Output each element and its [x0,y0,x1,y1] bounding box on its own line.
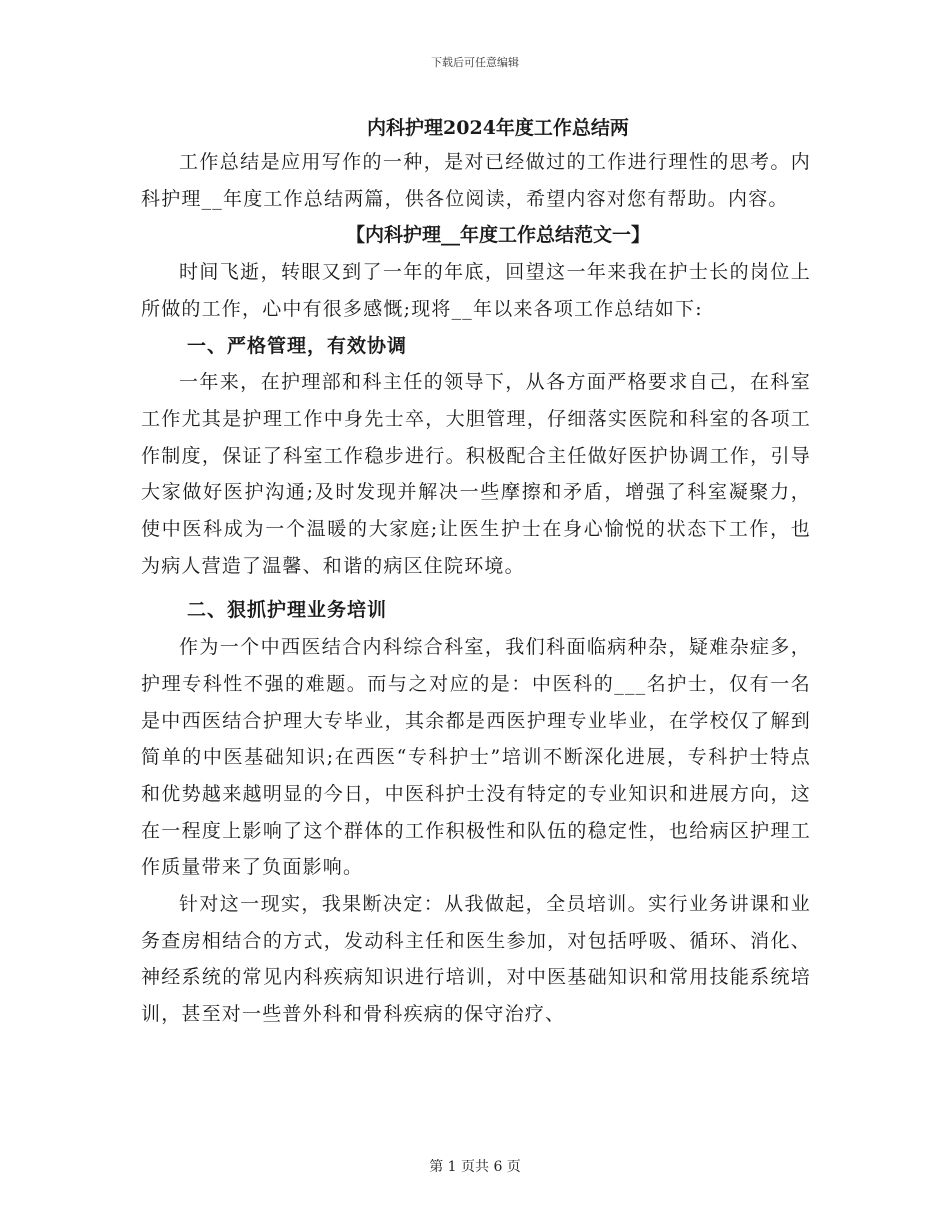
document-body [141,112,811,1033]
document-title: 内科护理2024年度工作总结两 [367,117,629,139]
intro-paragraph: 工作总结是应用写作的一种，是对已经做过的工作进行理性的思考。内科护理__年度工作总结两篇，供各位阅读，希望内容对您有帮助。内容。 [141,151,811,210]
section-heading-2: 二、狠抓护理业务培训 [187,599,388,622]
section2-paragraph-1: 作为一个中西医结合内科综合科室，我们科面临病种杂，疑难杂症多，护理专科性不强的难题。而与之对应的是：中医科的___名护士，仅有一名是中西医结合护理大专毕业，其余都是西医护理专业毕业，在学校仅了解到简单的中医基础知识;在西医“专科护士”培训不断深化进展，专科护士特点和优势越来越明显的今日，中医科护士没有特定的专业知识和进展方向，这在一程度上影响了这个群体的工作积极性和队伍的稳定性，也给病区护理工作质量带来了负面影响。 [141,636,811,879]
section2-paragraph-2: 针对这一现实，我果断决定：从我做起，全员培训。实行业务讲课和业务查房相结合的方式，发动科主任和医生参加，对包括呼吸、循环、消化、神经系统的常见内科疾病知识进行培训，对中医基础知识和常用技能系统培训，甚至对一些普外科和骨科疾病的保守治疗、 [141,893,811,1026]
section1-paragraph: 一年来，在护理部和科主任的领导下，从各方面严格要求自己，在科室工作尤其是护理工作中身先士卒，大胆管理，仔细落实医院和科室的各项工作制度，保证了科室工作稳步进行。积极配合主任做好医护协调工作，引导大家做好医护沟通;及时发现并解决一些摩擦和矛盾，增强了科室凝聚力，使中医科成为一个温暖的大家庭;让医生护士在身心愉悦的状态下工作，也为病人营造了温馨、和谐的病区住院环境。 [141,371,811,577]
section-heading-1: 一、严格管理，有效协调 [187,334,408,357]
opening-paragraph: 时间飞逝，转眼又到了一年的年底，回望这一年来我在护士长的岗位上所做的工作，心中有很多感慨;现将__年以来各项工作总结如下: [141,261,811,320]
page-number: 第 1 页共 6 页 [429,1159,521,1175]
sample-title: 【内科护理__年度工作总结范文一】 [345,224,650,247]
page-header-note: 下载后可任意编辑 [431,56,519,69]
